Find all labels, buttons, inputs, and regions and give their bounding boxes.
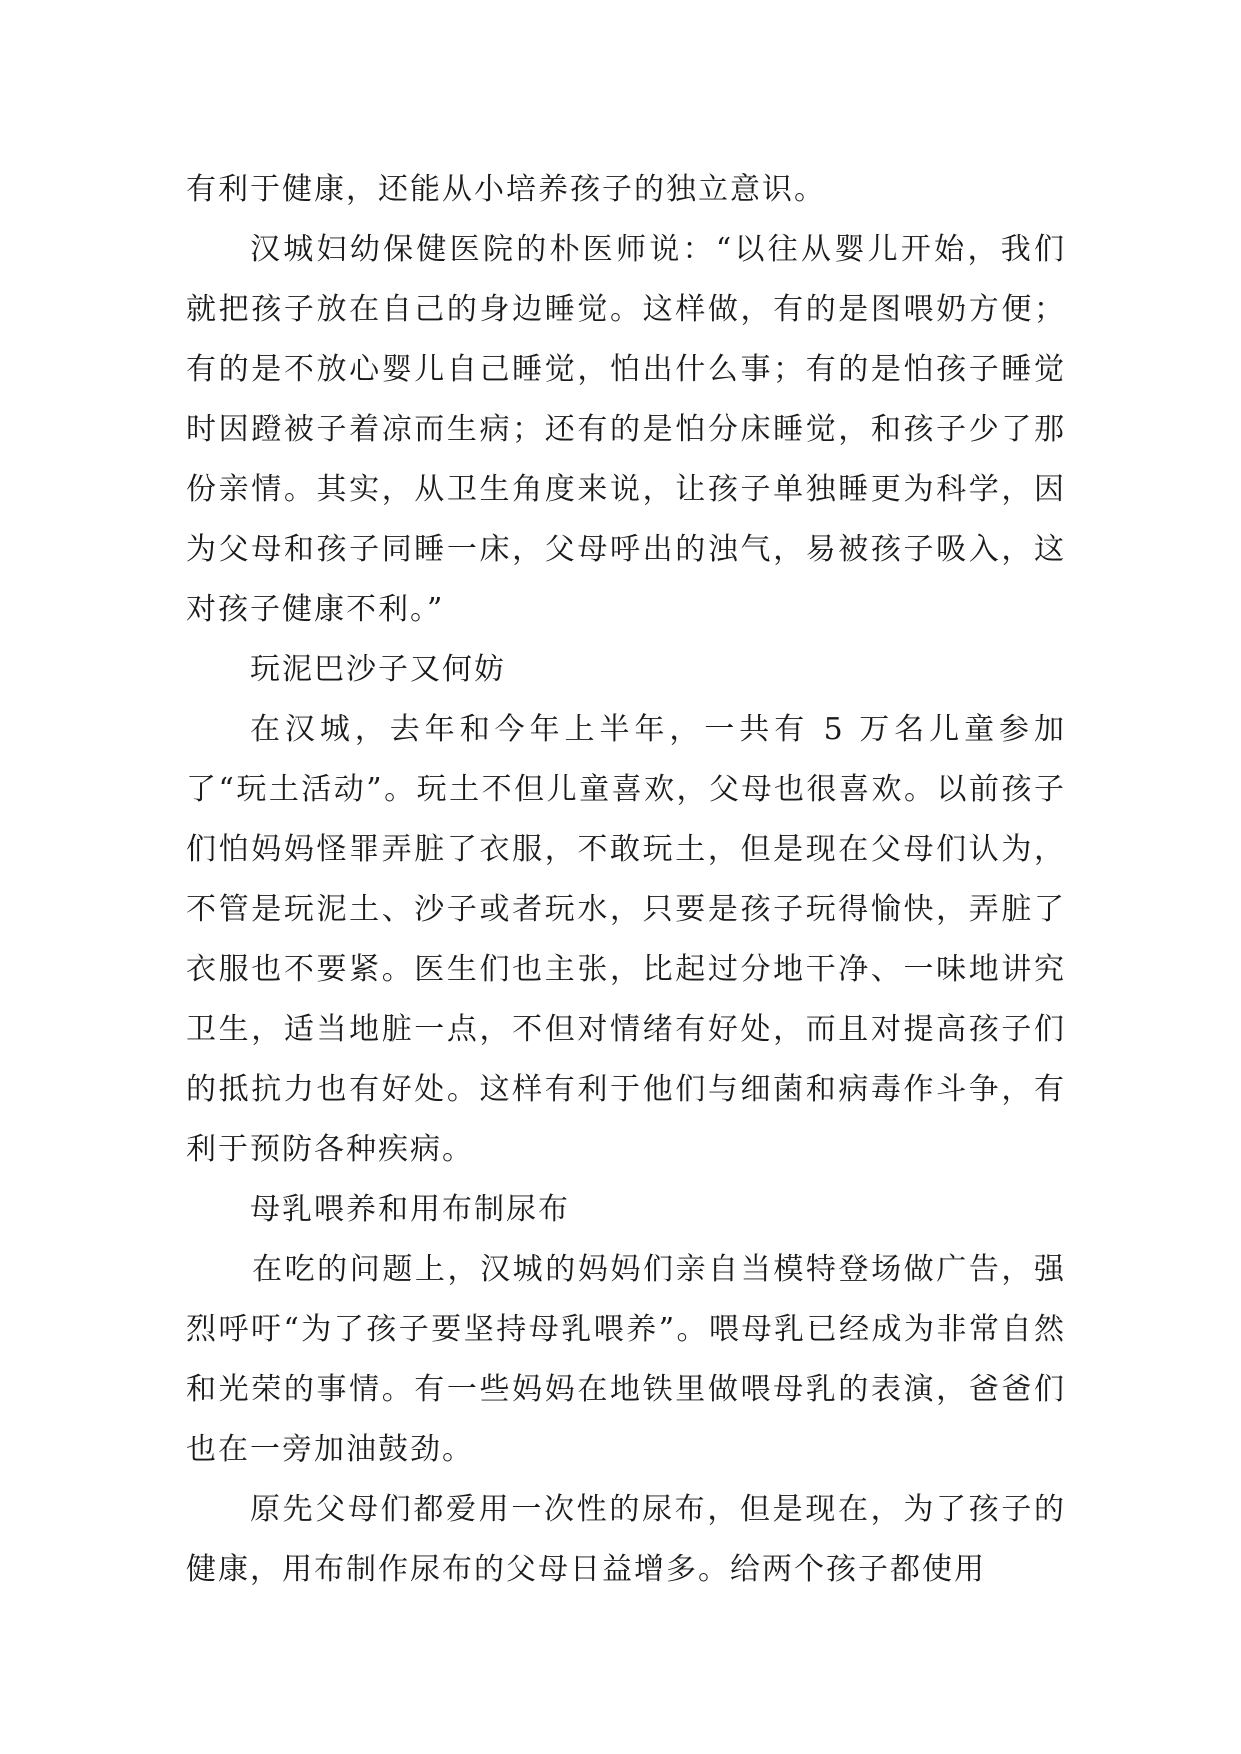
paragraph-doctor-quote: 汉城妇幼保健医院的朴医师说：“以往从婴儿开始，我们就把孩子放在自己的身边睡觉。这样做，有的是图喂奶方便；有的是不放心婴儿自己睡觉，怕出什么事；有的是怕孩子睡觉时因蹬被子着凉而生病；还有的是怕分床睡觉，和孩子少了那份亲情。其实，从卫生角度来说，让孩子单独睡更为科学，因为父母和孩子同睡一床，父母呼出的浊气，易被孩子吸入，这对孩子健康不利。”	[186, 232, 1066, 627]
section-heading-breastfeeding: 母乳喂养和用布制尿布	[250, 1192, 570, 1227]
document-body	[186, 160, 1066, 1600]
paragraph-mud-play: 在汉城，去年和今年上半年，一共有 5 万名儿童参加了“玩土活动”。玩土不但儿童喜欢，父母也很喜欢。以前孩子们怕妈妈怪罪弄脏了衣服，不敢玩土，但是现在父母们认为，不管是玩泥土、沙子或者玩水，只要是孩子玩得愉快，弄脏了衣服也不要紧。医生们也主张，比起过分地干净、一味地讲究卫生，适当地脏一点，不但对情绪有好处，而且对提高孩子们的抵抗力也有好处。这样有利于他们与细菌和病毒作斗争，有利于预防各种疾病。	[186, 712, 1066, 1167]
paragraph-breastfeeding: 在吃的问题上，汉城的妈妈们亲自当模特登场做广告，强烈呼吁“为了孩子要坚持母乳喂养”。喂母乳已经成为非常自然和光荣的事情。有一些妈妈在地铁里做喂母乳的表演，爸爸们也在一旁加油鼓劲。	[186, 1252, 1066, 1467]
paragraph-cloth-diapers: 原先父母们都爱用一次性的尿布，但是现在，为了孩子的健康，用布制作尿布的父母日益增多。给两个孩子都使用	[186, 1492, 1066, 1587]
paragraph-continuation: 有利于健康，还能从小培养孩子的独立意识。	[186, 172, 826, 207]
section-heading-mud-play: 玩泥巴沙子又何妨	[250, 652, 506, 687]
